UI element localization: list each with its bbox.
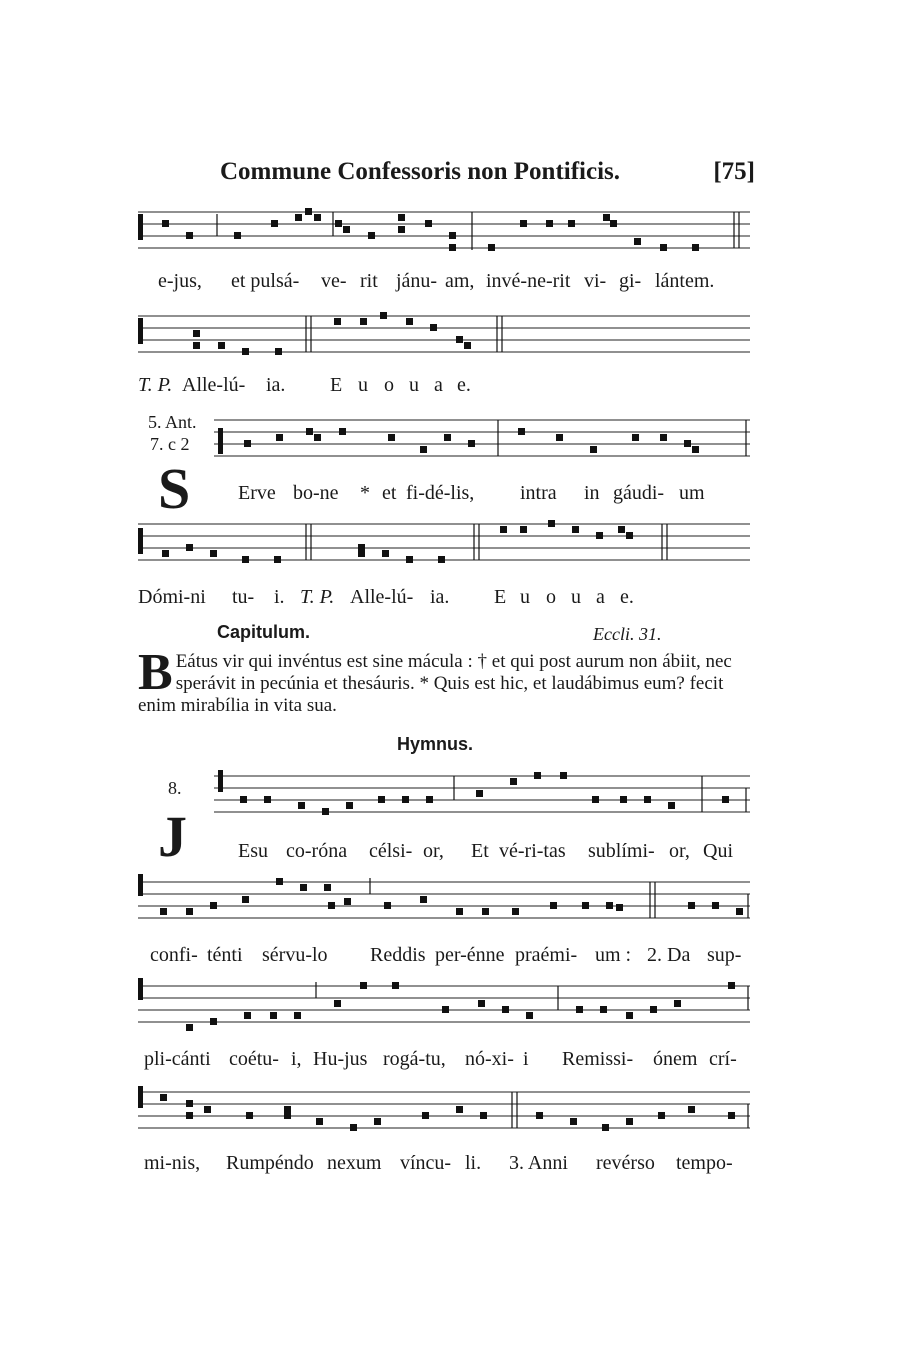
syllable: u: [571, 586, 581, 608]
staff-5-notation: [214, 766, 750, 830]
syllable: pli-cánti: [144, 1048, 211, 1070]
syllable: 2. Da: [647, 944, 691, 966]
page-header: [220, 158, 755, 194]
hymnus-heading: Hymnus.: [397, 734, 474, 754]
capitulum-text: [138, 644, 750, 717]
hymn-lyrics-line-4: [138, 1152, 750, 1182]
antiphon-mode: 7. c 2: [150, 434, 190, 454]
syllable: um: [679, 482, 705, 504]
syllable: bo-ne: [293, 482, 339, 504]
capitulum-reference: Eccli. 31.: [593, 624, 662, 644]
page-number: [75]: [713, 158, 755, 185]
syllable: ténti: [207, 944, 243, 966]
syllable: jánu-: [396, 270, 438, 292]
syllable: vé-ri-tas: [499, 840, 566, 862]
syllable: Esu: [238, 840, 268, 862]
syllable: invé-ne-rit: [486, 270, 571, 292]
syllable: Reddis: [370, 944, 426, 966]
syllable: Alle-lú-: [350, 586, 414, 608]
staff-4-notation: [138, 518, 750, 574]
syllable: ia.: [430, 586, 450, 608]
hymnus-number: 8.: [168, 778, 182, 798]
syllable: et: [382, 482, 397, 504]
hymn-lyrics-line-1: [138, 840, 750, 870]
syllable: u: [358, 374, 368, 396]
chant-staff-5: [214, 766, 750, 830]
tp-marker: T. P.: [138, 374, 173, 396]
staff-1-notation: [138, 206, 750, 262]
syllable: e-jus,: [158, 270, 202, 292]
syllable: ve-: [321, 270, 347, 292]
syllable: Hu-jus: [313, 1048, 368, 1070]
syllable: coétu-: [229, 1048, 279, 1070]
syllable: li.: [465, 1152, 482, 1174]
syllable: i,: [291, 1048, 302, 1070]
syllable: a: [596, 586, 605, 608]
syllable: sublími-: [588, 840, 655, 862]
staff-2-notation: [138, 310, 750, 366]
hymn-lyrics-line-2: [138, 944, 750, 974]
syllable: e.: [457, 374, 471, 396]
syllable: um :: [595, 944, 632, 966]
syllable: or,: [669, 840, 690, 862]
hymnus-initial: J: [158, 804, 187, 869]
capitulum-body: Eátus vir qui invéntus est sine mácula : † et qui post aurum non ábiit, nec sperávit in pecúnia et thesáuris. * Quis est hic, et laudábimus eum? fecit enim mirabília in vita sua.: [138, 651, 732, 716]
syllable: i: [523, 1048, 529, 1070]
syllable: u: [409, 374, 419, 396]
syllable: o: [384, 374, 394, 396]
syllable: ia.: [266, 374, 286, 396]
syllable: E: [494, 586, 507, 608]
syllable: Qui: [703, 840, 733, 862]
syllable: tu-: [232, 586, 255, 608]
syllable: víncu-: [400, 1152, 452, 1174]
syllable: i.: [274, 586, 285, 608]
chant-staff-3: [214, 414, 750, 470]
antiphon-number: 5. Ant.: [148, 412, 197, 432]
chant-staff-4: [138, 518, 750, 574]
staff-6-notation: [138, 872, 750, 936]
syllable: célsi-: [369, 840, 413, 862]
syllable: fi-dé-lis,: [406, 482, 475, 504]
capitulum-initial: B: [138, 644, 173, 701]
syllable: praémi-: [515, 944, 578, 966]
syllable: gi-: [619, 270, 642, 292]
syllable: u: [520, 586, 530, 608]
syllable: Dómi-ni: [138, 586, 206, 608]
staff-8-notation: [138, 1082, 750, 1146]
syllable: a: [434, 374, 443, 396]
syllable: *: [360, 482, 370, 504]
tp-marker: T. P.: [300, 586, 335, 608]
syllable: Rumpéndo: [226, 1152, 314, 1174]
antiphon-initial: S: [158, 456, 191, 521]
lyrics-line-4: [138, 586, 750, 616]
syllable: rogá-tu,: [383, 1048, 446, 1070]
syllable: am,: [445, 270, 475, 292]
syllable: ónem: [653, 1048, 698, 1070]
lyrics-line-1: [138, 270, 750, 300]
syllable: per-énne: [435, 944, 505, 966]
syllable: 3. Anni: [509, 1152, 568, 1174]
chant-staff-6: [138, 872, 750, 936]
lyrics-line-3: [138, 482, 750, 512]
syllable: et pulsá-: [231, 270, 300, 292]
syllable: crí-: [709, 1048, 737, 1070]
chant-staff-8: [138, 1082, 750, 1146]
syllable: sérvu-lo: [262, 944, 328, 966]
syllable: or,: [423, 840, 444, 862]
capitulum-heading: Capitulum.: [217, 622, 310, 642]
syllable: rit: [360, 270, 378, 292]
staff-3-notation: [214, 414, 750, 470]
staff-7-notation: [138, 976, 750, 1040]
syllable: Remissi-: [562, 1048, 634, 1070]
syllable: Erve: [238, 482, 276, 504]
syllable: vi-: [584, 270, 607, 292]
syllable: gáudi-: [613, 482, 665, 504]
syllable: in: [584, 482, 600, 504]
chant-staff-1: [138, 206, 750, 262]
syllable: nexum: [327, 1152, 382, 1174]
syllable: confi-: [150, 944, 198, 966]
syllable: intra: [520, 482, 557, 504]
chant-staff-2: [138, 310, 750, 366]
syllable: tempo-: [676, 1152, 733, 1174]
page-title: Commune Confessoris non Pontificis.: [220, 158, 621, 185]
syllable: sup-: [707, 944, 742, 966]
syllable: revérso: [596, 1152, 655, 1174]
chant-staff-7: [138, 976, 750, 1040]
syllable: E: [330, 374, 343, 396]
syllable: mi-nis,: [144, 1152, 201, 1174]
syllable: nó-xi-: [465, 1048, 514, 1070]
syllable: lántem.: [655, 270, 715, 292]
syllable: Et: [471, 840, 489, 862]
lyrics-line-2: [138, 374, 750, 404]
syllable: Alle-lú-: [182, 374, 246, 396]
hymn-lyrics-line-3: [138, 1048, 750, 1078]
syllable: co-róna: [286, 840, 348, 862]
syllable: e.: [620, 586, 634, 608]
syllable: o: [546, 586, 556, 608]
